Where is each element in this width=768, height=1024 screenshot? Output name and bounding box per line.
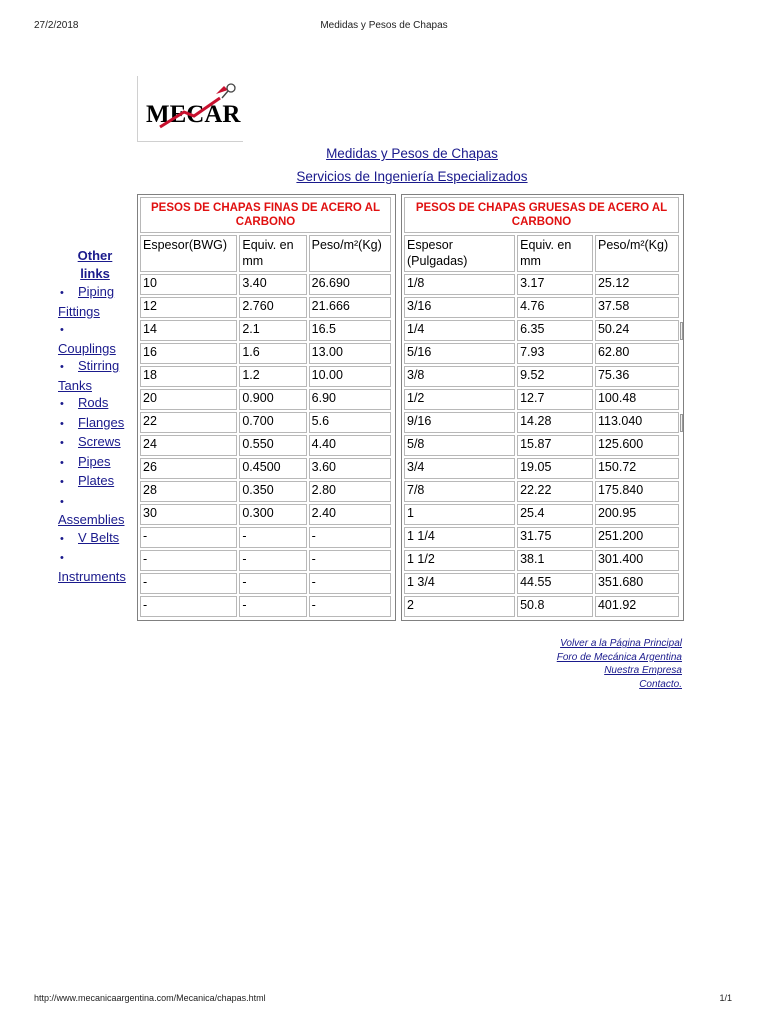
bullet-icon: •	[60, 495, 64, 508]
thick-table-cell: 150.72	[595, 458, 679, 479]
thin-table-cell: -	[309, 573, 391, 594]
thick-table-cell: 3/16	[404, 297, 515, 318]
thin-table-cell: 21.666	[309, 297, 391, 318]
thin-table-cell: 4.40	[309, 435, 391, 456]
thin-table-cell: -	[309, 596, 391, 617]
thin-table-row	[140, 550, 391, 571]
thick-table-cell: 200.95	[595, 504, 679, 525]
thin-sheet-table-body	[140, 197, 391, 617]
bullet-icon: •	[60, 552, 64, 564]
bullet-icon: •	[60, 417, 64, 430]
thin-table-cell: -	[239, 573, 306, 594]
thin-table-cell: -	[239, 527, 306, 548]
thin-table-cell: 1.2	[239, 366, 306, 387]
footer-link[interactable]: Nuestra Empresa	[604, 665, 682, 676]
thick-table-cell: 37.58	[595, 297, 679, 318]
thin-table-cell: -	[140, 550, 237, 571]
thin-table-cell: 1.6	[239, 343, 306, 364]
thin-table-cell: 10	[140, 274, 237, 295]
thick-sheet-table	[401, 194, 684, 621]
footer-links	[557, 637, 682, 691]
thin-table-cell: 24	[140, 435, 237, 456]
sidebar-item	[58, 529, 132, 549]
sidebar-item	[58, 357, 132, 394]
mecar-logo-graphic	[138, 76, 244, 142]
thin-table-row	[140, 274, 391, 295]
sidebar-link[interactable]: Pipes	[78, 453, 111, 469]
sidebar-item	[58, 548, 132, 585]
thick-header-espesor: Espesor (Pulgadas)	[404, 235, 515, 272]
thin-table-row	[140, 481, 391, 502]
thick-header-equiv: Equiv. en mm	[517, 235, 593, 272]
thin-table-cell: 16	[140, 343, 237, 364]
logo-text: MECAR	[146, 101, 241, 128]
sidebar-link[interactable]: Flanges	[78, 414, 125, 430]
sidebar-item	[58, 283, 132, 320]
thick-table-cell: 351.680	[595, 573, 679, 594]
sidebar-item	[58, 414, 132, 434]
thin-table-row	[140, 297, 391, 318]
sidebar-item	[58, 433, 132, 453]
thin-sheet-table	[137, 194, 396, 621]
thick-table-row	[404, 435, 679, 456]
thick-header-peso: Peso/m²(Kg)	[595, 235, 679, 272]
thick-table-cell: 113.040	[595, 412, 679, 433]
thin-table-cell: 14	[140, 320, 237, 341]
thin-table-cell: 18	[140, 366, 237, 387]
thin-table-cell: 2.1	[239, 320, 306, 341]
sidebar-link[interactable]: Assemblies	[58, 512, 125, 527]
thin-table-cell: -	[140, 573, 237, 594]
bullet-icon: •	[60, 324, 64, 336]
sidebar-link[interactable]: Screws	[78, 434, 121, 449]
bullet-icon: •	[60, 456, 64, 469]
thin-table-cell: 28	[140, 481, 237, 502]
thick-table-cell: 1/8	[404, 274, 515, 295]
print-footer-url: http://www.mecanicaargentina.com/Mecanica/chapas.html	[34, 993, 266, 1003]
thick-table-cell: 75.36	[595, 366, 679, 387]
thick-table-row	[404, 343, 679, 364]
thick-table-cell: 3/4	[404, 458, 515, 479]
sidebar-item	[58, 320, 132, 357]
sidebar-heading-line1: Other	[77, 248, 113, 263]
sidebar-link[interactable]: Instruments	[58, 568, 126, 584]
thin-table-cell: 20	[140, 389, 237, 410]
thick-table-cell: 301.400	[595, 550, 679, 571]
thick-table-cell: 9.52	[517, 366, 593, 387]
sidebar-heading[interactable]	[58, 247, 132, 283]
thin-table-row	[140, 527, 391, 548]
thick-table-cell: 401.92	[595, 596, 679, 617]
print-title: Medidas y Pesos de Chapas	[320, 20, 448, 31]
sidebar-link[interactable]: Couplings	[58, 340, 116, 356]
thin-table-row	[140, 343, 391, 364]
thick-table-cell: 175.840	[595, 481, 679, 502]
thick-table-row	[404, 596, 679, 617]
thick-table-cell: 1/4	[404, 320, 515, 341]
bullet-icon: •	[60, 361, 64, 373]
thin-table-row	[140, 504, 391, 525]
thick-sheet-table-body	[404, 197, 679, 617]
page-title[interactable]: Medidas y Pesos de Chapas	[326, 146, 498, 161]
thick-table-caption: PESOS DE CHAPAS GRUESAS DE ACERO AL CARBONO	[404, 197, 679, 233]
thick-table-row	[404, 481, 679, 502]
thin-table-caption: PESOS DE CHAPAS FINAS DE ACERO AL CARBONO	[140, 197, 391, 233]
thick-table-cell: 5/16	[404, 343, 515, 364]
sidebar-link[interactable]: Plates	[78, 473, 115, 488]
scroll-handle-upper[interactable]	[680, 322, 683, 340]
thin-table-row	[140, 458, 391, 479]
thick-table-cell: 38.1	[517, 550, 593, 571]
thick-table-cell: 1	[404, 504, 515, 525]
thick-table-cell: 12.7	[517, 389, 593, 410]
thin-table-cell: 30	[140, 504, 237, 525]
thick-table-cell: 1/2	[404, 389, 515, 410]
sidebar-link[interactable]: V Belts	[78, 529, 120, 545]
sidebar-heading-line2: links	[80, 266, 110, 281]
mecar-logo[interactable]	[137, 76, 243, 142]
thick-table-cell: 3.17	[517, 274, 593, 295]
thick-table-cell: 125.600	[595, 435, 679, 456]
thin-table-cell: 0.300	[239, 504, 306, 525]
sidebar-link-list	[58, 283, 132, 585]
thick-table-row	[404, 458, 679, 479]
thin-table-cell: 0.550	[239, 435, 306, 456]
thin-header-espesor: Espesor(BWG)	[140, 235, 237, 272]
bullet-icon: •	[60, 532, 64, 545]
print-footer-page: 1/1	[719, 993, 732, 1003]
thick-table-cell: 15.87	[517, 435, 593, 456]
thick-table-row	[404, 320, 679, 341]
thick-table-cell: 14.28	[517, 412, 593, 433]
thin-table-cell: 3.40	[239, 274, 306, 295]
thin-table-row	[140, 435, 391, 456]
thin-table-cell: 26	[140, 458, 237, 479]
thick-table-cell: 50.24	[595, 320, 679, 341]
thick-table-cell: 2	[404, 596, 515, 617]
footer-link[interactable]: Foro de Mecánica Argentina	[556, 651, 682, 663]
thin-table-cell: 0.700	[239, 412, 306, 433]
thin-table-cell: 2.80	[309, 481, 391, 502]
sidebar-link[interactable]: Rods	[78, 395, 109, 410]
thin-table-row	[140, 366, 391, 387]
sidebar-item	[58, 472, 132, 492]
thick-table-row	[404, 573, 679, 594]
thin-table-row	[140, 412, 391, 433]
thin-table-cell: -	[140, 596, 237, 617]
thin-table-cell: 3.60	[309, 458, 391, 479]
thick-table-cell: 31.75	[517, 527, 593, 548]
footer-link[interactable]: Volver a la Página Principal	[560, 638, 682, 649]
thick-table-cell: 19.05	[517, 458, 593, 479]
thick-table-cell: 5/8	[404, 435, 515, 456]
thin-table-cell: 26.690	[309, 274, 391, 295]
print-date: 27/2/2018	[34, 20, 79, 31]
thin-table-cell: 22	[140, 412, 237, 433]
thin-table-cell: 13.00	[309, 343, 391, 364]
other-links-sidebar	[58, 247, 132, 585]
thick-table-row	[404, 366, 679, 387]
thick-table-cell: 62.80	[595, 343, 679, 364]
thin-table-cell: 2.760	[239, 297, 306, 318]
bullet-icon: •	[60, 476, 64, 488]
thin-header-peso: Peso/m²(Kg)	[309, 235, 391, 272]
thick-table-cell: 25.12	[595, 274, 679, 295]
thick-table-cell: 4.76	[517, 297, 593, 318]
thick-table-cell: 1 3/4	[404, 573, 515, 594]
thick-table-cell: 1 1/4	[404, 527, 515, 548]
thin-table-row	[140, 320, 391, 341]
bullet-icon: •	[60, 398, 64, 410]
thin-table-cell: 0.350	[239, 481, 306, 502]
thick-table-cell: 1 1/2	[404, 550, 515, 571]
thin-table-cell: -	[140, 527, 237, 548]
bullet-icon: •	[60, 437, 64, 449]
bullet-icon: •	[60, 287, 64, 299]
thin-table-row	[140, 389, 391, 410]
thick-table-cell: 50.8	[517, 596, 593, 617]
thin-table-cell: 0.4500	[239, 458, 306, 479]
thin-table-cell: 10.00	[309, 366, 391, 387]
thick-table-cell: 9/16	[404, 412, 515, 433]
thin-table-row	[140, 573, 391, 594]
scroll-handle-lower[interactable]	[680, 414, 683, 432]
thick-table-row	[404, 297, 679, 318]
thin-table-cell: -	[239, 550, 306, 571]
sidebar-item	[58, 453, 132, 473]
thick-table-cell: 7/8	[404, 481, 515, 502]
thick-table-row	[404, 412, 679, 433]
sidebar-link[interactable]: Stirring Tanks	[58, 358, 120, 393]
thick-table-cell: 44.55	[517, 573, 593, 594]
thin-header-equiv: Equiv. en mm	[239, 235, 306, 272]
thin-table-cell: 0.900	[239, 389, 306, 410]
thin-table-cell: -	[239, 596, 306, 617]
thick-table-cell: 3/8	[404, 366, 515, 387]
thin-table-cell: 16.5	[309, 320, 391, 341]
thin-table-cell: -	[309, 550, 391, 571]
thin-table-cell: 5.6	[309, 412, 391, 433]
thick-table-row	[404, 550, 679, 571]
thick-table-row	[404, 527, 679, 548]
thin-table-cell: 2.40	[309, 504, 391, 525]
thick-table-cell: 251.200	[595, 527, 679, 548]
thick-table-cell: 7.93	[517, 343, 593, 364]
page-subtitle[interactable]: Servicios de Ingeniería Especializados	[296, 169, 528, 184]
thick-table-row	[404, 389, 679, 410]
sidebar-item	[58, 492, 132, 529]
thick-table-cell: 25.4	[517, 504, 593, 525]
thick-table-cell: 6.35	[517, 320, 593, 341]
thick-table-row	[404, 504, 679, 525]
thin-table-cell: -	[309, 527, 391, 548]
thin-table-row	[140, 596, 391, 617]
thick-table-cell: 100.48	[595, 389, 679, 410]
thick-table-cell: 22.22	[517, 481, 593, 502]
thick-table-row	[404, 274, 679, 295]
sidebar-item	[58, 394, 132, 414]
sidebar-link[interactable]: Piping Fittings	[58, 284, 115, 319]
thin-table-cell: 12	[140, 297, 237, 318]
footer-link[interactable]: Contacto.	[639, 678, 682, 690]
thin-table-cell: 6.90	[309, 389, 391, 410]
